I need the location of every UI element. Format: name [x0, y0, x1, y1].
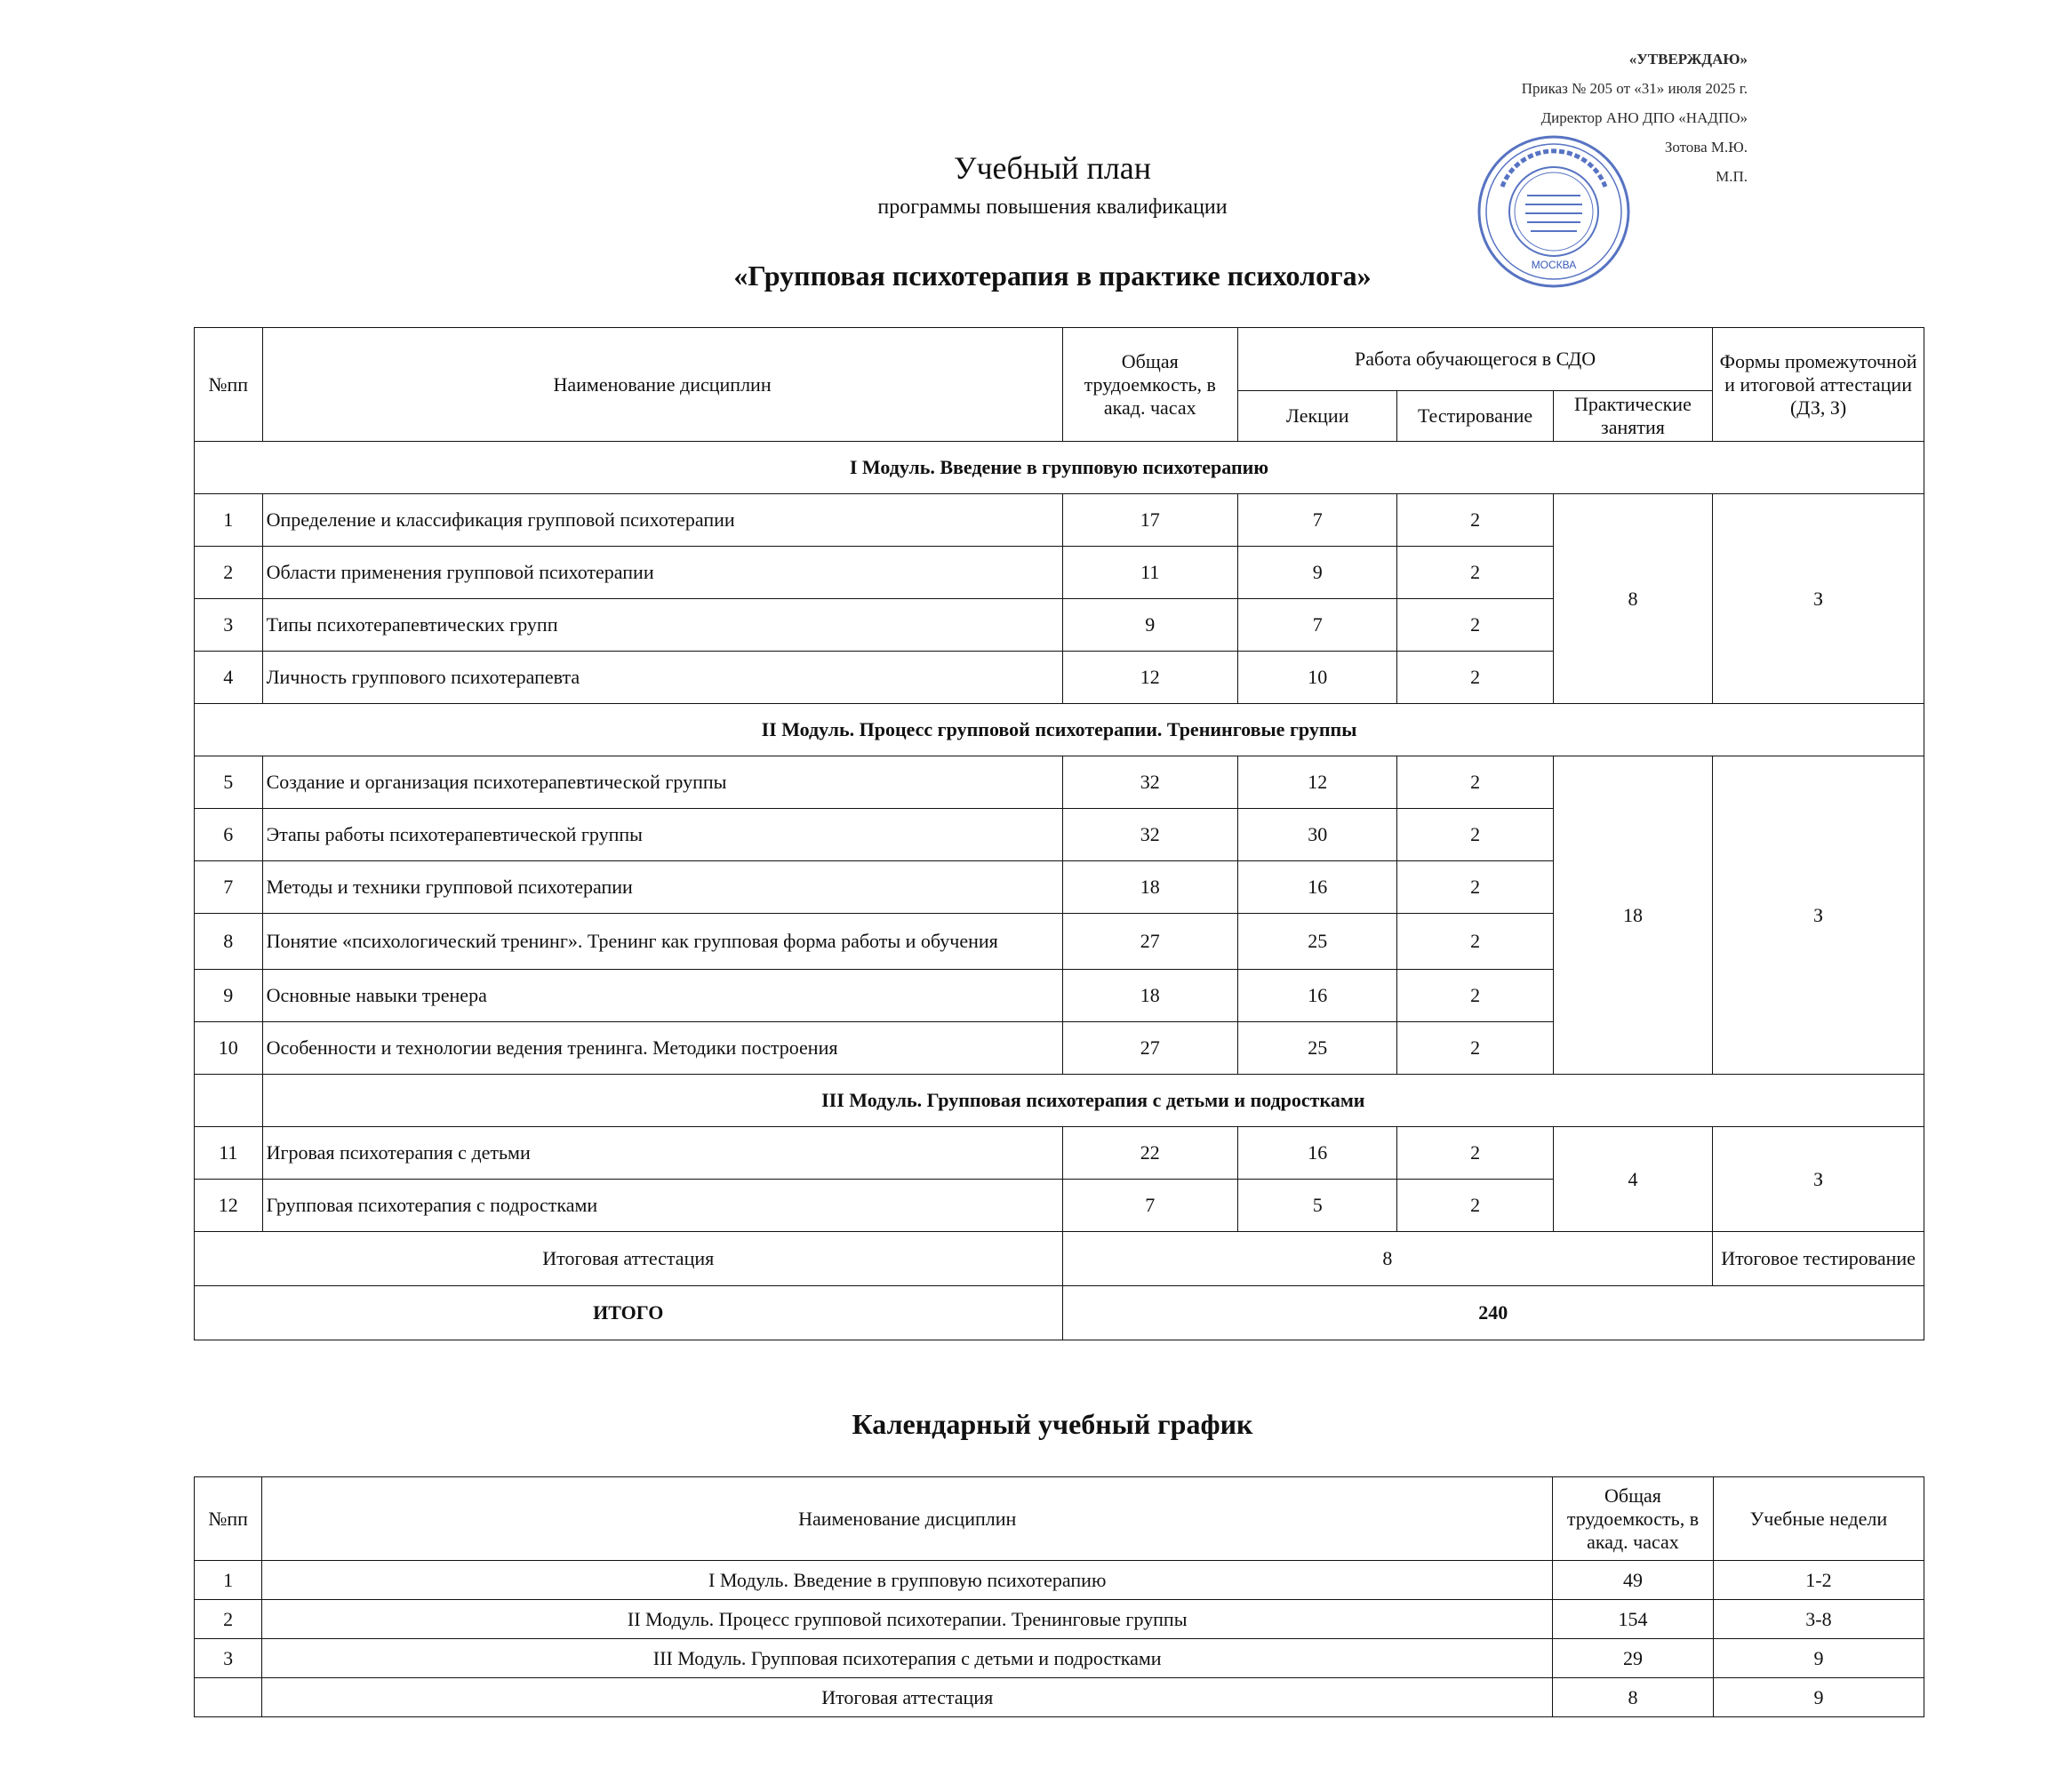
- row-lectures: 25: [1238, 914, 1397, 970]
- row-testing: 2: [1397, 599, 1553, 652]
- final-form: Итоговое тестирование: [1713, 1232, 1924, 1286]
- row-num: 7: [195, 861, 263, 914]
- seal-city-text: МОСКВА: [1531, 259, 1577, 271]
- cal-weeks: 3-8: [1713, 1600, 1924, 1639]
- table-row: [195, 494, 1924, 547]
- row-testing: 2: [1397, 809, 1553, 861]
- row-testing: 2: [1397, 861, 1553, 914]
- cal-weeks: 9: [1713, 1678, 1924, 1717]
- header-lectures: Лекции: [1238, 391, 1397, 442]
- total-hours: 240: [1062, 1286, 1924, 1340]
- approval-director: Директор АНО ДПО «НАДПО»: [1540, 109, 1748, 126]
- module-title: I Модуль. Введение в групповую психотерапию: [195, 442, 1924, 494]
- row-lectures: 30: [1238, 809, 1397, 861]
- approval-mp: М.П.: [1716, 168, 1748, 185]
- row-lectures: 7: [1238, 599, 1397, 652]
- header-num: №пп: [195, 328, 263, 442]
- cal-header-name: Наименование дисциплин: [262, 1477, 1553, 1561]
- header-practice: Практические занятия: [1553, 391, 1712, 442]
- row-total: 17: [1062, 494, 1238, 547]
- calendar-table: [194, 1476, 1924, 1717]
- row-lectures: 9: [1238, 547, 1397, 599]
- page-subtitle: программы повышения квалификации: [877, 196, 1228, 219]
- module-row: [195, 442, 1924, 494]
- cal-header-num: №пп: [195, 1477, 262, 1561]
- row-lectures: 5: [1238, 1180, 1397, 1232]
- table-row: [195, 1678, 1924, 1717]
- row-num: 9: [195, 970, 263, 1022]
- row-name: Групповая психотерапия с подростками: [262, 1180, 1062, 1232]
- cal-num: 3: [195, 1639, 262, 1678]
- cal-header-total: Общая трудоемкость, в акад. часах: [1553, 1477, 1714, 1561]
- row-total: 12: [1062, 652, 1238, 704]
- row-lectures: 16: [1238, 1127, 1397, 1180]
- module-practice: 18: [1553, 756, 1712, 1075]
- row-total: 27: [1062, 914, 1238, 970]
- module-title: II Модуль. Процесс групповой психотерапии. Тренинговые группы: [195, 704, 1924, 756]
- row-name: Основные навыки тренера: [262, 970, 1062, 1022]
- cal-name: III Модуль. Групповая психотерапия с детьми и подростками: [262, 1639, 1553, 1678]
- row-total: 32: [1062, 809, 1238, 861]
- calendar-header-row: [195, 1477, 1924, 1561]
- module-row: [195, 704, 1924, 756]
- table-header-row: [195, 328, 1924, 391]
- row-name: Определение и классификация групповой психотерапии: [262, 494, 1062, 547]
- table-row: [195, 1127, 1924, 1180]
- cal-name: I Модуль. Введение в групповую психотерапию: [262, 1561, 1553, 1600]
- total-row: [195, 1286, 1924, 1340]
- study-plan-table: [194, 327, 1924, 1340]
- approval-name: Зотова М.Ю.: [1664, 139, 1748, 156]
- cal-weeks: 9: [1713, 1639, 1924, 1678]
- header-forms: Формы промежуточной и итоговой аттестации (ДЗ, З): [1713, 328, 1924, 442]
- header-testing: Тестирование: [1397, 391, 1553, 442]
- cal-weeks: 1-2: [1713, 1561, 1924, 1600]
- row-testing: 2: [1397, 1127, 1553, 1180]
- module-title: III Модуль. Групповая психотерапия с детьми и подростками: [262, 1075, 1924, 1127]
- cal-num: 1: [195, 1561, 262, 1600]
- row-num: 3: [195, 599, 263, 652]
- row-name: Методы и техники групповой психотерапии: [262, 861, 1062, 914]
- approval-heading: «УТВЕРЖДАЮ»: [1628, 51, 1748, 68]
- row-name: Личность группового психотерапевта: [262, 652, 1062, 704]
- row-total: 27: [1062, 1022, 1238, 1075]
- row-name: Этапы работы психотерапевтической группы: [262, 809, 1062, 861]
- table-row: [195, 1639, 1924, 1678]
- row-total: 9: [1062, 599, 1238, 652]
- table-row: [195, 1561, 1924, 1600]
- cal-total: 8: [1553, 1678, 1714, 1717]
- cal-total: 49: [1553, 1561, 1714, 1600]
- row-num: 5: [195, 756, 263, 809]
- approval-order: Приказ № 205 от «31» июля 2025 г.: [1521, 80, 1748, 97]
- cal-total: 154: [1553, 1600, 1714, 1639]
- row-lectures: 12: [1238, 756, 1397, 809]
- row-testing: 2: [1397, 652, 1553, 704]
- row-num: 2: [195, 547, 263, 599]
- module-form: З: [1713, 756, 1924, 1075]
- row-total: 32: [1062, 756, 1238, 809]
- cal-num: [195, 1678, 262, 1717]
- row-name: Особенности и технологии ведения тренинга. Методики построения: [262, 1022, 1062, 1075]
- row-num: 6: [195, 809, 263, 861]
- program-title: «Групповая психотерапия в практике психолога»: [733, 260, 1372, 292]
- final-attestation-row: [195, 1232, 1924, 1286]
- cal-num: 2: [195, 1600, 262, 1639]
- module-form: З: [1713, 494, 1924, 704]
- cal-total: 29: [1553, 1639, 1714, 1678]
- module-practice: 4: [1553, 1127, 1712, 1232]
- row-testing: 2: [1397, 1180, 1553, 1232]
- row-lectures: 10: [1238, 652, 1397, 704]
- row-name: Области применения групповой психотерапии: [262, 547, 1062, 599]
- module-row: [195, 1075, 1924, 1127]
- row-name: Типы психотерапевтических групп: [262, 599, 1062, 652]
- table-row: [195, 756, 1924, 809]
- row-testing: 2: [1397, 494, 1553, 547]
- calendar-title: Календарный учебный график: [852, 1408, 1253, 1440]
- row-num: 4: [195, 652, 263, 704]
- final-label: Итоговая аттестация: [195, 1232, 1063, 1286]
- row-num: 1: [195, 494, 263, 547]
- header-work: Работа обучающегося в СДО: [1238, 328, 1713, 391]
- row-num: 11: [195, 1127, 263, 1180]
- row-lectures: 16: [1238, 970, 1397, 1022]
- header-name: Наименование дисциплин: [262, 328, 1062, 442]
- module-num-empty: [195, 1075, 263, 1127]
- row-testing: 2: [1397, 914, 1553, 970]
- row-total: 18: [1062, 861, 1238, 914]
- final-hours: 8: [1062, 1232, 1713, 1286]
- row-testing: 2: [1397, 970, 1553, 1022]
- row-total: 18: [1062, 970, 1238, 1022]
- row-lectures: 16: [1238, 861, 1397, 914]
- row-num: 8: [195, 914, 263, 970]
- row-num: 10: [195, 1022, 263, 1075]
- row-lectures: 7: [1238, 494, 1397, 547]
- module-practice: 8: [1553, 494, 1712, 704]
- row-name: Понятие «психологический тренинг». Тренинг как групповая форма работы и обучения: [262, 914, 1062, 970]
- row-total: 11: [1062, 547, 1238, 599]
- row-testing: 2: [1397, 756, 1553, 809]
- header-total: Общая трудоемкость, в акад. часах: [1062, 328, 1238, 442]
- table-row: [195, 1600, 1924, 1639]
- row-total: 7: [1062, 1180, 1238, 1232]
- total-label: ИТОГО: [195, 1286, 1063, 1340]
- row-testing: 2: [1397, 547, 1553, 599]
- cal-name: II Модуль. Процесс групповой психотерапии. Тренинговые группы: [262, 1600, 1553, 1639]
- page-title: Учебный план: [953, 150, 1152, 186]
- row-name: Создание и организация психотерапевтической группы: [262, 756, 1062, 809]
- cal-name: Итоговая аттестация: [262, 1678, 1553, 1717]
- row-testing: 2: [1397, 1022, 1553, 1075]
- row-num: 12: [195, 1180, 263, 1232]
- row-total: 22: [1062, 1127, 1238, 1180]
- module-form: З: [1713, 1127, 1924, 1232]
- row-lectures: 25: [1238, 1022, 1397, 1075]
- row-name: Игровая психотерапия с детьми: [262, 1127, 1062, 1180]
- cal-header-weeks: Учебные недели: [1713, 1477, 1924, 1561]
